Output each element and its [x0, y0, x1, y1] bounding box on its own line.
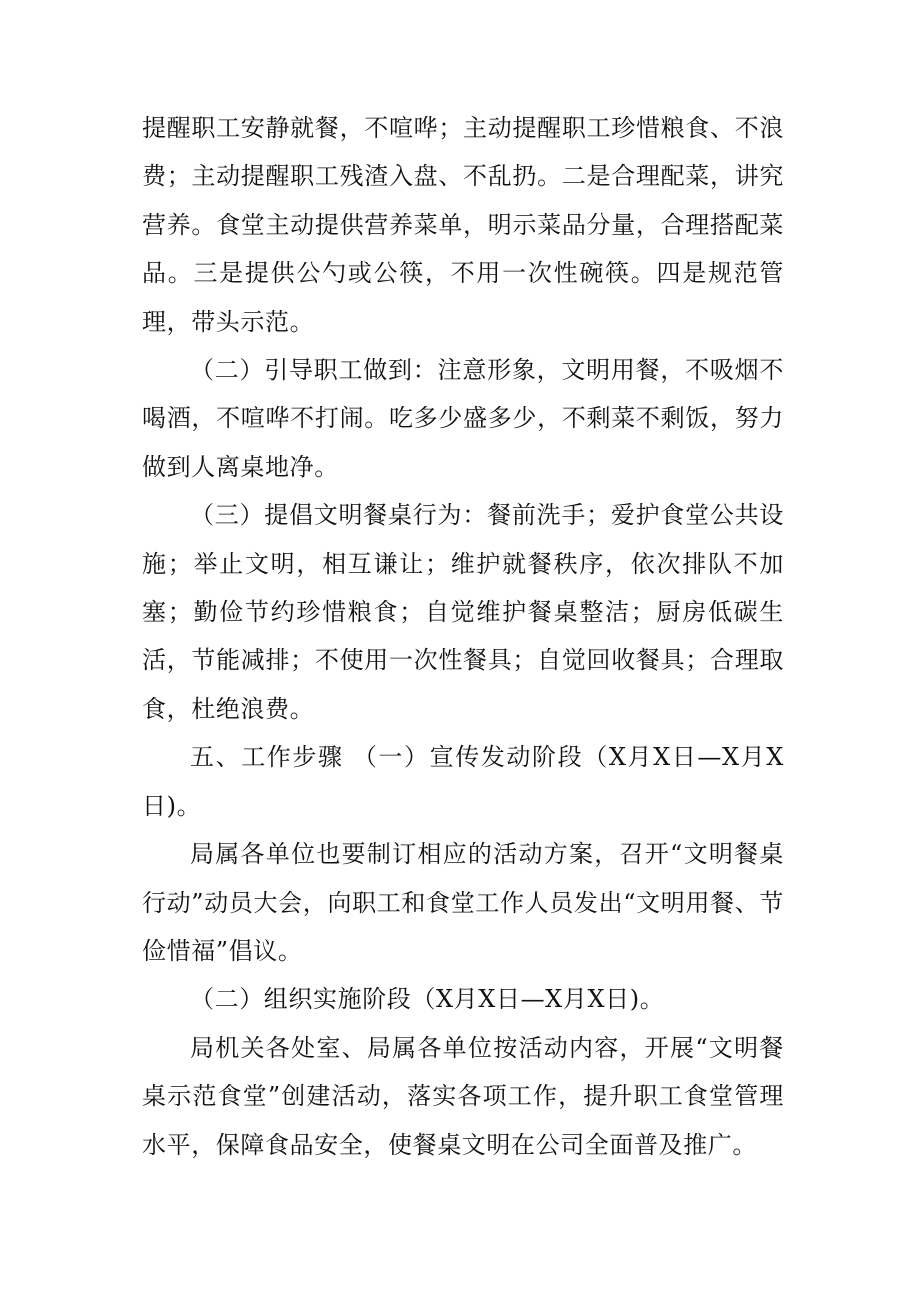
paragraph-work-steps-publicity: 五、工作步骤 （一）宣传发动阶段（X月X日—X月X日)。: [142, 743, 784, 820]
paragraph-guide-employees: （二）引导职工做到：注意形象，文明用餐，不吸烟不喝酒，不喧哗不打闹。吃多少盛多少，不剩菜不剩饭，努力做到人离桌地净。: [142, 356, 784, 481]
paragraph-unit-activity-plans: 局属各单位也要制订相应的活动方案，召开“文明餐桌行动”动员大会，向职工和食堂工作人员发出“文明用餐、节俭惜福”倡议。: [142, 840, 784, 965]
paragraph-implementation-stage: （二）组织实施阶段（X月X日—X月X日)。: [190, 985, 665, 1014]
document-body: [142, 104, 784, 1169]
paragraph-demonstration-canteen: 局机关各处室、局属各单位按活动内容，开展“文明餐桌示范食堂”创建活动，落实各项工作，提升职工食堂管理水平，保障食品安全，使餐桌文明在公司全面普及推广。: [142, 1033, 784, 1159]
paragraph-canteen-reminders: 提醒职工安静就餐，不喧哗；主动提醒职工珍惜粮食、不浪费；主动提醒职工残渣入盘、不乱扔。二是合理配菜，讲究营养。食堂主动提供营养菜单，明示菜品分量，合理搭配菜品。三是提供公勺或公筷，不用一次性碗筷。四是规范管理，带头示范。: [142, 114, 784, 336]
paragraph-civilized-table-behavior: （三）提倡文明餐桌行为：餐前洗手；爱护食堂公共设施；举止文明，相互谦让；维护就餐秩序，依次排队不加塞；勤俭节约珍惜粮食；自觉维护餐桌整洁；厨房低碳生活，节能减排；不使用一次性餐具；自觉回收餐具；合理取食，杜绝浪费。: [142, 501, 784, 723]
